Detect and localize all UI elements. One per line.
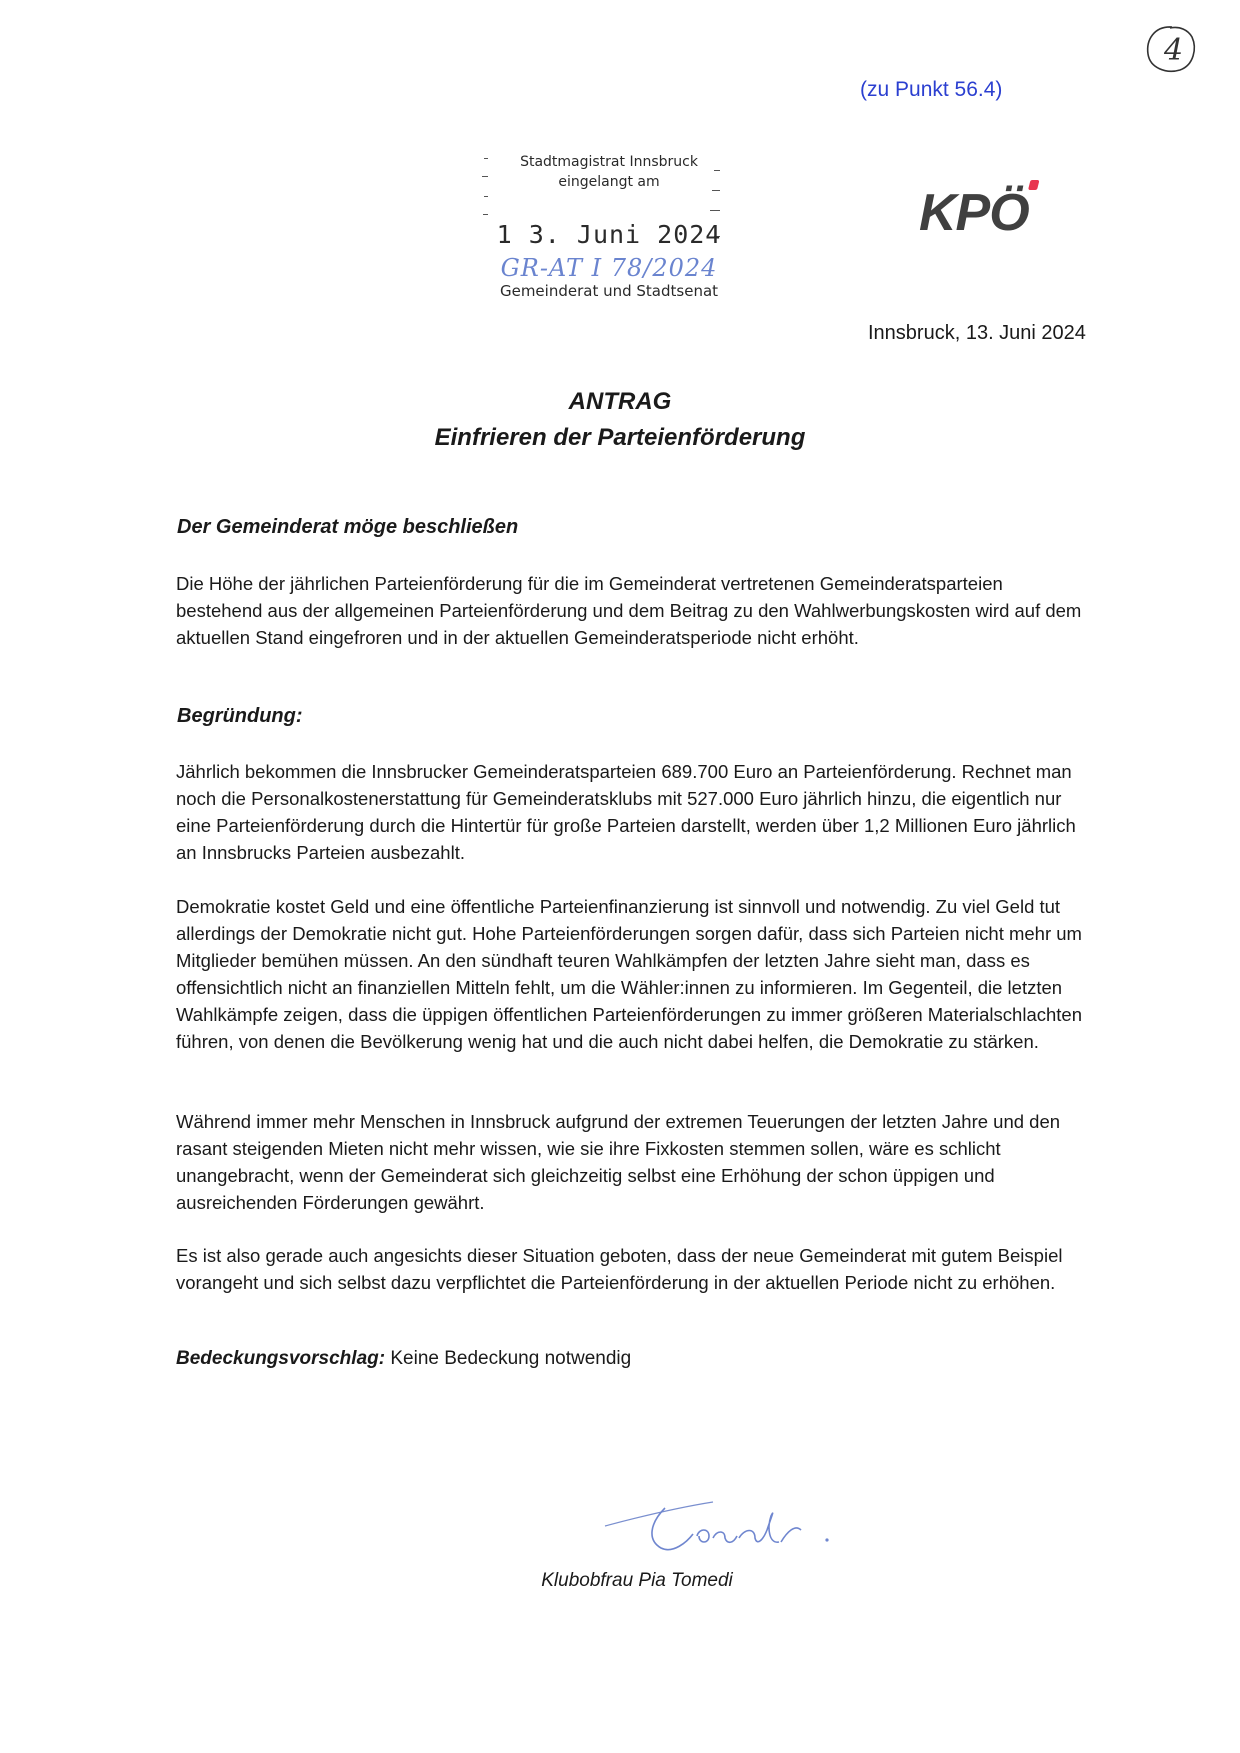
receipt-stamp	[478, 150, 740, 310]
stamp-date: 1 3. Juni 2024	[496, 220, 722, 249]
reasoning-paragraph-4: Es ist also gerade auch angesichts dieser Situation geboten, dass der neue Gemeinderat mit gutem Beispiel vorangeht und sich selbst dazu verpflichtet die Parteienförderung in der aktuellen Periode nicht zu erhöhen.	[176, 1245, 1063, 1293]
coverage-proposal	[176, 1348, 631, 1370]
stamp-received-label: eingelangt am	[558, 174, 660, 190]
reasoning-paragraph-3: Während immer mehr Menschen in Innsbruck aufgrund der extremen Teuerungen der letzten Jahre und den rasant steigenden Mieten nicht mehr wissen, wie sie ihre Fixkosten stemmen sollen, wäre es schlicht unangebracht, wenn der Gemeinderat sich gleichzeitig selbst eine Erhöhung der schon üppigen und ausreichenden Förderungen gewährt.	[176, 1111, 1061, 1213]
title-block	[0, 384, 1240, 456]
party-logo	[915, 178, 1065, 240]
coverage-label: Bedeckungsvorschlag:	[176, 1348, 386, 1369]
reasoning-heading: Begründung:	[177, 705, 303, 727]
place-and-date: Innsbruck, 13. Juni 2024	[868, 322, 1086, 344]
agenda-reference: (zu Punkt 56.4)	[860, 78, 1003, 101]
stamp-department: Gemeinderat und Stadtsenat	[499, 282, 719, 300]
reasoning-paragraph-2: Demokratie kostet Geld und eine öffentliche Parteienfinanzierung ist sinnvoll und notwendig. Zu viel Geld tut allerdings der Demokratie nicht gut. Hohe Parteienförderungen sorgen dafür, dass sich Parteien nicht mehr um Mitglieder bemühen müssen. An den sündhaft teuren Wahlkämpfen der letzten Jahre sieht man, dass es offensichtlich nicht an finanziellen Mitteln fehlt, um die Wähler:innen zu informieren. Im Gegenteil, die letzten Wahlkämpfe zeigen, dass die üppigen öffentlichen Parteienförderungen zu immer größeren Materialschlachten führen, von denen die Bevölkerung wenig hat und die auch nicht dabei helfen, die Demokratie zu stärken.	[176, 896, 1082, 1052]
svg-text:4: 4	[1164, 33, 1184, 68]
motion-heading: Der Gemeinderat möge beschließen	[177, 516, 519, 538]
document-title: ANTRAG	[568, 388, 672, 415]
handwritten-signature	[595, 1478, 875, 1568]
reasoning-paragraph-1: Jährlich bekommen die Innsbrucker Gemeinderatsparteien 689.700 Euro an Parteienförderung. Rechnet man noch die Personalkostenerstattung für Gemeinderatsklubs mit 527.000 Euro jährlich hinzu, die eigentlich nur eine Parteienförderung durch die Hintertür für große Parteien darstellt, werden über 1,2 Millionen Euro jährlich an Innsbrucks Parteien ausbezahlt.	[176, 761, 1076, 863]
stamp-organization: Stadtmagistrat Innsbruck	[520, 154, 698, 170]
svg-text:KPÖ: KPÖ	[919, 184, 1029, 240]
signer-name: Klubobfrau Pia Tomedi	[541, 1570, 733, 1591]
handwritten-page-number	[1142, 22, 1200, 78]
coverage-text: Keine Bedeckung notwendig	[385, 1348, 632, 1369]
motion-text: Die Höhe der jährlichen Parteienförderung für die im Gemeinderat vertretenen Gemeinderatsparteien bestehend aus der allgemeinen Parteienförderung und dem Beitrag zu den Wahlwerbungskosten wird auf dem aktuellen Stand eingefroren und in der aktuellen Gemeinderatsperiode nicht erhöht.	[176, 573, 1082, 648]
stamp-reference-handwritten: GR-AT I 78/2024	[500, 254, 718, 282]
document-subtitle: Einfrieren der Parteienförderung	[434, 424, 806, 451]
